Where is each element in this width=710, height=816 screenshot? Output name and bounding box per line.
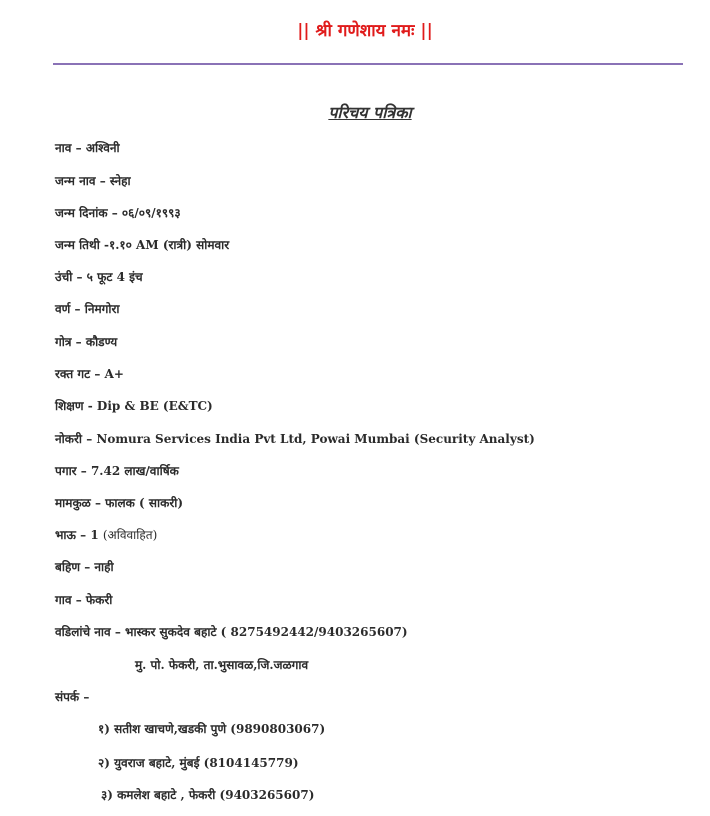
field-label: रक्त गट [55, 367, 91, 381]
header-title: || श्री गणेशाय नमः || [297, 21, 433, 41]
field-label: गोत्र [55, 335, 72, 349]
field-label: जन्म दिनांक [55, 206, 108, 220]
contact-item: ३) कमलेश बहाटे , फेकरी (9403265607) [101, 788, 315, 802]
field-label: जन्म नाव [55, 174, 96, 188]
field-village: गाव – फेकरी [55, 593, 113, 607]
field-value: निमगोरा [84, 302, 120, 316]
field-birth-time: जन्म तिथी -१.१० AM (रात्री) सोमवार [55, 238, 230, 252]
field-label: वडिलांचे नाव [55, 625, 111, 639]
field-brother: भाऊ – 1 (अविवाहित) [55, 528, 158, 542]
field-father-name: वडिलांचे नाव – भास्कर सुकदेव बहाटे ( 8275492442/9403265607) [55, 625, 408, 639]
field-maternal-family: मामकुळ – फालक ( साकरी) [55, 496, 184, 510]
contact-item: २) युवराज बहाटे, मुंबई (8104145779) [98, 756, 299, 770]
field-birth-date: जन्म दिनांक – ०६/०९/१९९३ [55, 206, 181, 220]
field-value: कौडण्य [85, 335, 118, 349]
field-value: Nomura Services India Pvt Ltd, Powai Mumbai (Security Analyst) [96, 432, 535, 446]
field-note: (अविवाहित) [102, 528, 158, 542]
field-sister: बहिण – नाही [55, 560, 114, 574]
field-value: नाही [94, 560, 114, 574]
field-value: १.१० AM (रात्री) सोमवार [108, 238, 230, 252]
field-value: 1 [90, 528, 99, 542]
field-value: फेकरी [85, 593, 113, 607]
field-value: फालक ( साकरी) [105, 496, 184, 510]
field-value: A+ [104, 367, 124, 381]
field-job: नोकरी – Nomura Services India Pvt Ltd, Powai Mumbai (Security Analyst) [55, 432, 535, 446]
field-complexion: वर्ण – निमगोरा [55, 302, 120, 316]
field-value: स्नेहा [109, 174, 131, 188]
field-height: उंची – ५ फूट 4 इंच [55, 270, 143, 284]
field-birth-name: जन्म नाव – स्नेहा [55, 174, 131, 188]
field-name: नाव – अश्विनी [55, 141, 120, 155]
field-blood-group: रक्त गट – A+ [55, 367, 124, 381]
field-label: मामकुळ [55, 496, 91, 510]
field-label: नाव [55, 141, 72, 155]
field-salary: पगार – 7.42 लाख/वार्षिक [55, 464, 179, 478]
document-heading: परिचय पत्रिका [328, 103, 412, 122]
field-label: वर्ण [55, 302, 71, 316]
field-label: बहिण [55, 560, 81, 574]
field-value: Dip & BE (E&TC) [96, 399, 213, 413]
contact-label: संपर्क – [55, 690, 90, 704]
field-label: पगार [55, 464, 77, 478]
field-value: अश्विनी [85, 141, 120, 155]
field-value: भास्कर सुकदेव बहाटे ( 8275492442/9403265607) [125, 625, 408, 639]
divider [53, 63, 683, 65]
field-label: उंची [55, 270, 73, 284]
field-gotra: गोत्र – कौडण्य [55, 335, 118, 349]
field-label: नोकरी [55, 432, 83, 446]
field-value: ०६/०९/१९९३ [121, 206, 181, 220]
field-label: शिक्षण [55, 399, 84, 413]
field-label: गाव [55, 593, 72, 607]
field-value: 7.42 लाख/वार्षिक [90, 464, 179, 478]
field-label: जन्म तिथी [55, 238, 100, 252]
field-label: भाऊ [55, 528, 76, 542]
field-value: ५ फूट 4 इंच [86, 270, 143, 284]
field-education: शिक्षण - Dip & BE (E&TC) [55, 399, 213, 413]
address: मु. पो. फेकरी, ता.भुसावळ,जि.जळगाव [135, 658, 309, 672]
contact-item: १) सतीश खाचणे,खडकी पुणे (9890803067) [98, 722, 326, 736]
